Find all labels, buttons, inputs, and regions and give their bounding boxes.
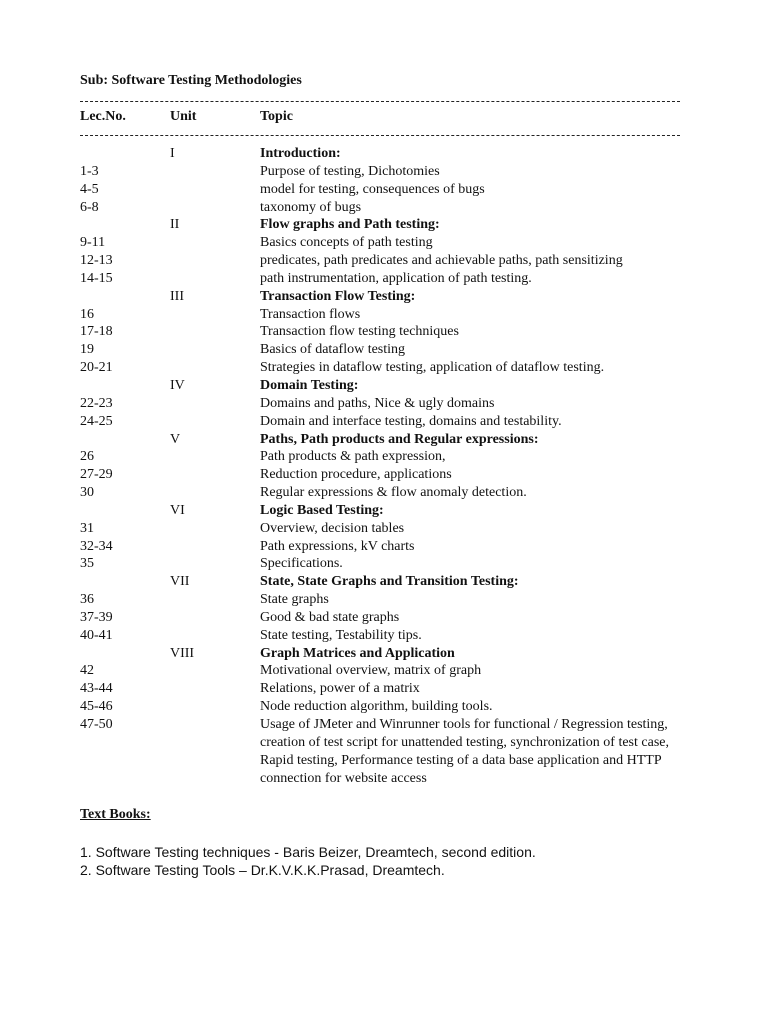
unit-heading-row: [80, 431, 720, 449]
lecture-number: 9-11: [80, 235, 106, 251]
lecture-number: 40-41: [80, 627, 113, 643]
topic-text: predicates, path predicates and achievable paths, path sensitizing: [260, 253, 623, 269]
syllabus-row: [80, 680, 720, 698]
unit-heading-row: [80, 288, 720, 306]
syllabus-row: [80, 538, 720, 556]
topic-text: Transaction Flow Testing:: [260, 288, 416, 304]
syllabus-row: [80, 199, 720, 217]
topic-text: Path expressions, kV charts: [260, 538, 415, 554]
lecture-number: 30: [80, 485, 94, 501]
lecture-number: 6-8: [80, 199, 99, 215]
column-header-unit: Unit: [170, 109, 197, 124]
topic-text: Domain and interface testing, domains and testability.: [260, 413, 562, 429]
syllabus-table: [80, 145, 720, 787]
syllabus-row: [80, 234, 720, 252]
lecture-number: 47-50: [80, 717, 113, 732]
syllabus-row: [80, 698, 720, 716]
topic-text: Domain Testing:: [260, 377, 359, 393]
unit-number: I: [170, 146, 175, 161]
syllabus-row: [80, 395, 720, 413]
syllabus-row: [80, 520, 720, 538]
unit-heading-row: [80, 502, 720, 520]
unit-number: VI: [170, 502, 185, 518]
subject-title: Sub: Software Testing Methodologies: [80, 73, 302, 88]
unit-heading-row: [80, 645, 720, 663]
syllabus-row: [80, 734, 720, 752]
text-book-item: 2. Software Testing Tools – Dr.K.V.K.K.Prasad, Dreamtech.: [80, 862, 445, 878]
topic-text: Domains and paths, Nice & ugly domains: [260, 395, 495, 411]
column-header-topic: Topic: [260, 109, 293, 124]
topic-text: Motivational overview, matrix of graph: [260, 663, 482, 679]
topic-text: Specifications.: [260, 556, 343, 572]
unit-number: II: [170, 217, 180, 233]
topic-text: Regular expressions & flow anomaly detection.: [260, 485, 527, 501]
topic-text: Basics concepts of path testing: [260, 235, 433, 251]
topic-text: connection for website access: [260, 770, 427, 786]
lecture-number: 22-23: [80, 395, 113, 411]
syllabus-row: [80, 466, 720, 484]
lecture-number: 17-18: [80, 324, 113, 340]
syllabus-row: [80, 770, 720, 788]
unit-number: VIII: [170, 645, 195, 661]
syllabus-row: [80, 627, 720, 645]
column-header-lec-no: Lec.No.: [80, 109, 126, 124]
lecture-number: 43-44: [80, 681, 113, 697]
lecture-number: 36: [80, 592, 94, 608]
topic-text: Node reduction algorithm, building tools.: [260, 699, 493, 715]
text-book-item: 1. Software Testing techniques - Baris Beizer, Dreamtech, second edition.: [80, 844, 536, 860]
lecture-number: 12-13: [80, 253, 113, 269]
topic-text: Transaction flow testing techniques: [260, 324, 459, 340]
text-books-list: [80, 843, 536, 879]
topic-text: Reduction procedure, applications: [260, 467, 452, 483]
syllabus-row: [80, 270, 720, 288]
unit-number: V: [170, 431, 181, 447]
lecture-number: 37-39: [80, 609, 113, 625]
lecture-number: 31: [80, 520, 94, 536]
lecture-number: 20-21: [80, 360, 113, 376]
lecture-number: 42: [80, 663, 94, 679]
syllabus-row: [80, 181, 720, 199]
topic-text: taxonomy of bugs: [260, 199, 362, 215]
lecture-number: 45-46: [80, 699, 113, 715]
lecture-number: 19: [80, 342, 94, 358]
text-books-title: Text Books:: [80, 807, 151, 822]
lecture-number: 32-34: [80, 538, 113, 554]
topic-text: Graph Matrices and Application: [260, 645, 455, 661]
unit-number: III: [170, 288, 184, 304]
topic-text: Relations, power of a matrix: [260, 681, 420, 697]
topic-text: Good & bad state graphs: [260, 609, 400, 625]
topic-text: Flow graphs and Path testing:: [260, 217, 440, 233]
unit-heading-row: [80, 573, 720, 591]
topic-text: Path products & path expression,: [260, 449, 446, 465]
syllabus-row: [80, 359, 720, 377]
syllabus-row: [80, 448, 720, 466]
dashed-divider-top: [80, 101, 680, 102]
topic-text: Logic Based Testing:: [260, 502, 384, 518]
syllabus-row: [80, 323, 720, 341]
syllabus-row: [80, 555, 720, 573]
syllabus-row: [80, 163, 720, 181]
syllabus-row: [80, 716, 720, 734]
lecture-number: 35: [80, 556, 94, 572]
syllabus-row: [80, 413, 720, 431]
lecture-number: 24-25: [80, 413, 113, 429]
syllabus-row: [80, 591, 720, 609]
topic-text: Purpose of testing, Dichotomies: [260, 163, 440, 179]
topic-text: Usage of JMeter and Winrunner tools for functional / Regression testing,: [260, 717, 668, 732]
topic-text: model for testing, consequences of bugs: [260, 181, 485, 197]
unit-heading-row: [80, 216, 720, 234]
topic-text: Basics of dataflow testing: [260, 342, 406, 358]
unit-heading-row: [80, 377, 720, 395]
lecture-number: 27-29: [80, 467, 113, 483]
lecture-number: 4-5: [80, 181, 99, 197]
syllabus-row: [80, 609, 720, 627]
topic-text: Overview, decision tables: [260, 520, 405, 536]
topic-text: State, State Graphs and Transition Testing:: [260, 574, 519, 590]
syllabus-row: [80, 341, 720, 359]
syllabus-row: [80, 252, 720, 270]
topic-text: path instrumentation, application of path testing.: [260, 270, 532, 286]
unit-number: IV: [170, 377, 185, 393]
topic-text: State graphs: [260, 592, 329, 608]
unit-number: VII: [170, 574, 190, 590]
topic-text: creation of test script for unattended testing, synchronization of test case,: [260, 734, 669, 750]
topic-text: Transaction flows: [260, 306, 361, 322]
topic-text: Strategies in dataflow testing, application of dataflow testing.: [260, 360, 605, 376]
lecture-number: 16: [80, 306, 94, 322]
syllabus-row: [80, 484, 720, 502]
syllabus-row: [80, 306, 720, 324]
lecture-number: 14-15: [80, 270, 113, 286]
topic-text: Rapid testing, Performance testing of a data base application and HTTP: [260, 752, 662, 768]
topic-text: Paths, Path products and Regular expressions:: [260, 431, 539, 447]
syllabus-row: [80, 662, 720, 680]
lecture-number: 1-3: [80, 163, 99, 179]
unit-heading-row: [80, 145, 720, 163]
syllabus-row: [80, 752, 720, 770]
dashed-divider-bottom: [80, 135, 680, 136]
topic-text: Introduction:: [260, 146, 341, 161]
topic-text: State testing, Testability tips.: [260, 627, 422, 643]
lecture-number: 26: [80, 449, 94, 465]
